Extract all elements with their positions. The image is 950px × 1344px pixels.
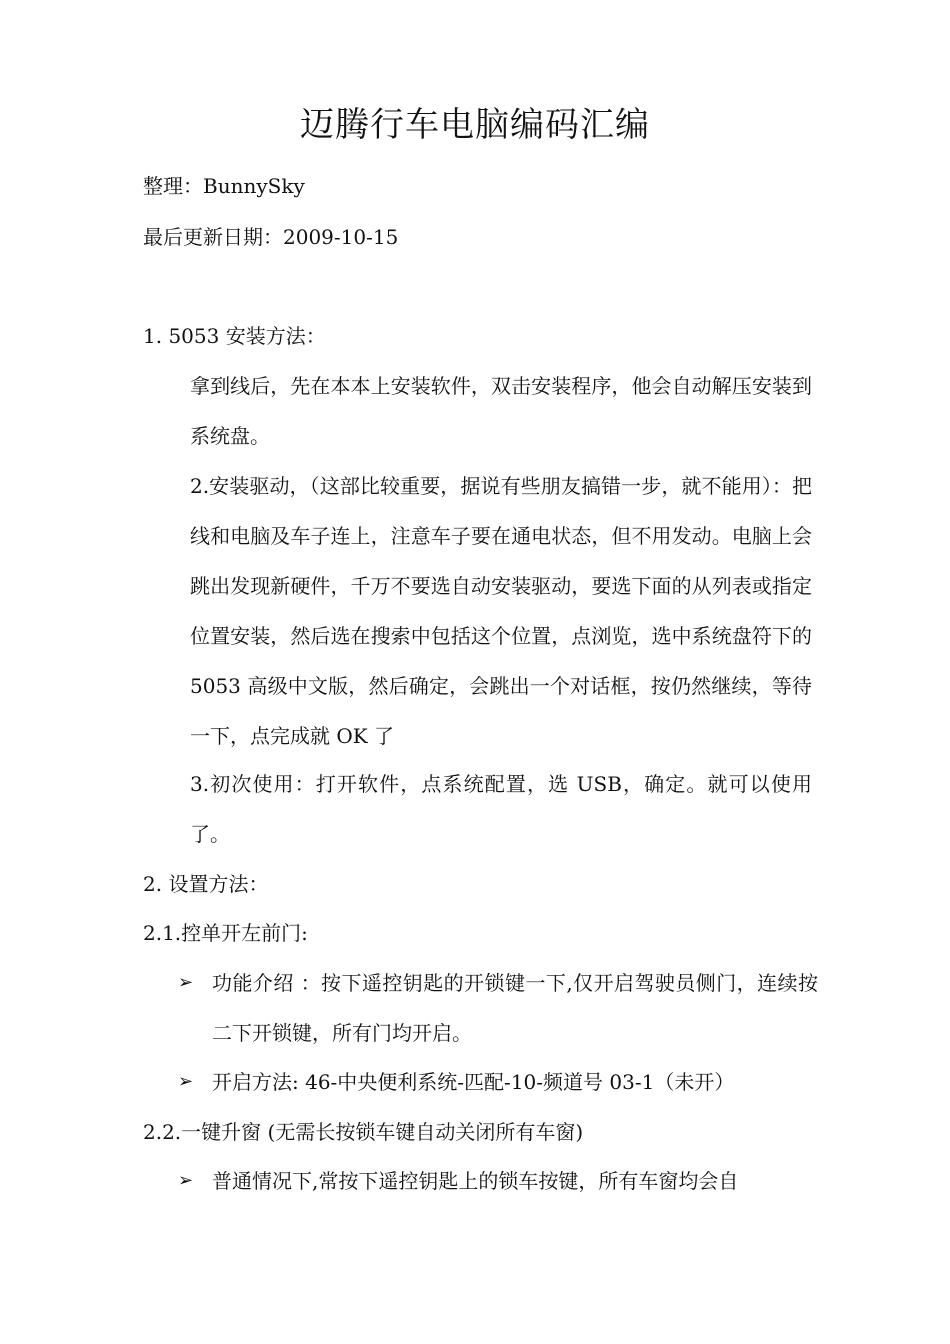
section-1-paragraph-2: 2.安装驱动，（这部比较重要，据说有些朋友搞错一步，就不能用）：把线和电脑及车子连上，注意车子要在通电状态，但不用发动。电脑上会跳出发现新硬件，千万不要选自动安装驱动，要选下面的从列表或指定位置安装，然后选在搜索中包括这个位置，点浏览，选中系统盘符下的 5053 高级中文版，然后确定，会跳出一个对话框，按仍然继续，等待一下，点完成就 OK 了	[190, 474, 812, 748]
section-1-paragraph-1: 拿到线后，先在本本上安装软件，双击安装程序，他会自动解压安装到系统盘。	[190, 374, 812, 448]
bullet-item	[178, 958, 818, 1058]
bullet-item	[178, 1057, 818, 1107]
bullet-text: 功能介绍 ：按下遥控钥匙的开锁键一下,仅开启驾驶员侧门，连续按二下开锁键，所有门均开启。	[212, 971, 818, 1045]
subsection-2-2-heading: 2.2.一键升窗 (无需长按锁车键自动关闭所有车窗)	[143, 1120, 584, 1144]
editor-line: 整理：BunnySky	[143, 174, 305, 198]
document-title: 迈腾行车电脑编码汇编	[300, 105, 650, 145]
bullet-item	[178, 1156, 818, 1206]
arrow-bullet-icon: ➢	[178, 1170, 194, 1191]
section-1-heading: 1. 5053 安装方法：	[143, 324, 326, 348]
bullet-text: 开启方法: 46-中央便利系统-匹配-10-频道号 03-1（未开）	[212, 1070, 735, 1094]
section-2-heading: 2. 设置方法：	[143, 872, 269, 896]
section-1-paragraph-3: 3.初次使用：打开软件，点系统配置，选 USB，确定。就可以使用了。	[190, 772, 812, 846]
subsection-2-1-heading: 2.1.控单开左前门:	[143, 921, 308, 945]
bullet-text: 普通情况下,常按下遥控钥匙上的锁车按键，所有车窗均会自	[212, 1169, 739, 1193]
arrow-bullet-icon: ➢	[178, 1071, 194, 1092]
update-date-line: 最后更新日期：2009-10-15	[143, 225, 399, 249]
arrow-bullet-icon: ➢	[178, 972, 194, 993]
